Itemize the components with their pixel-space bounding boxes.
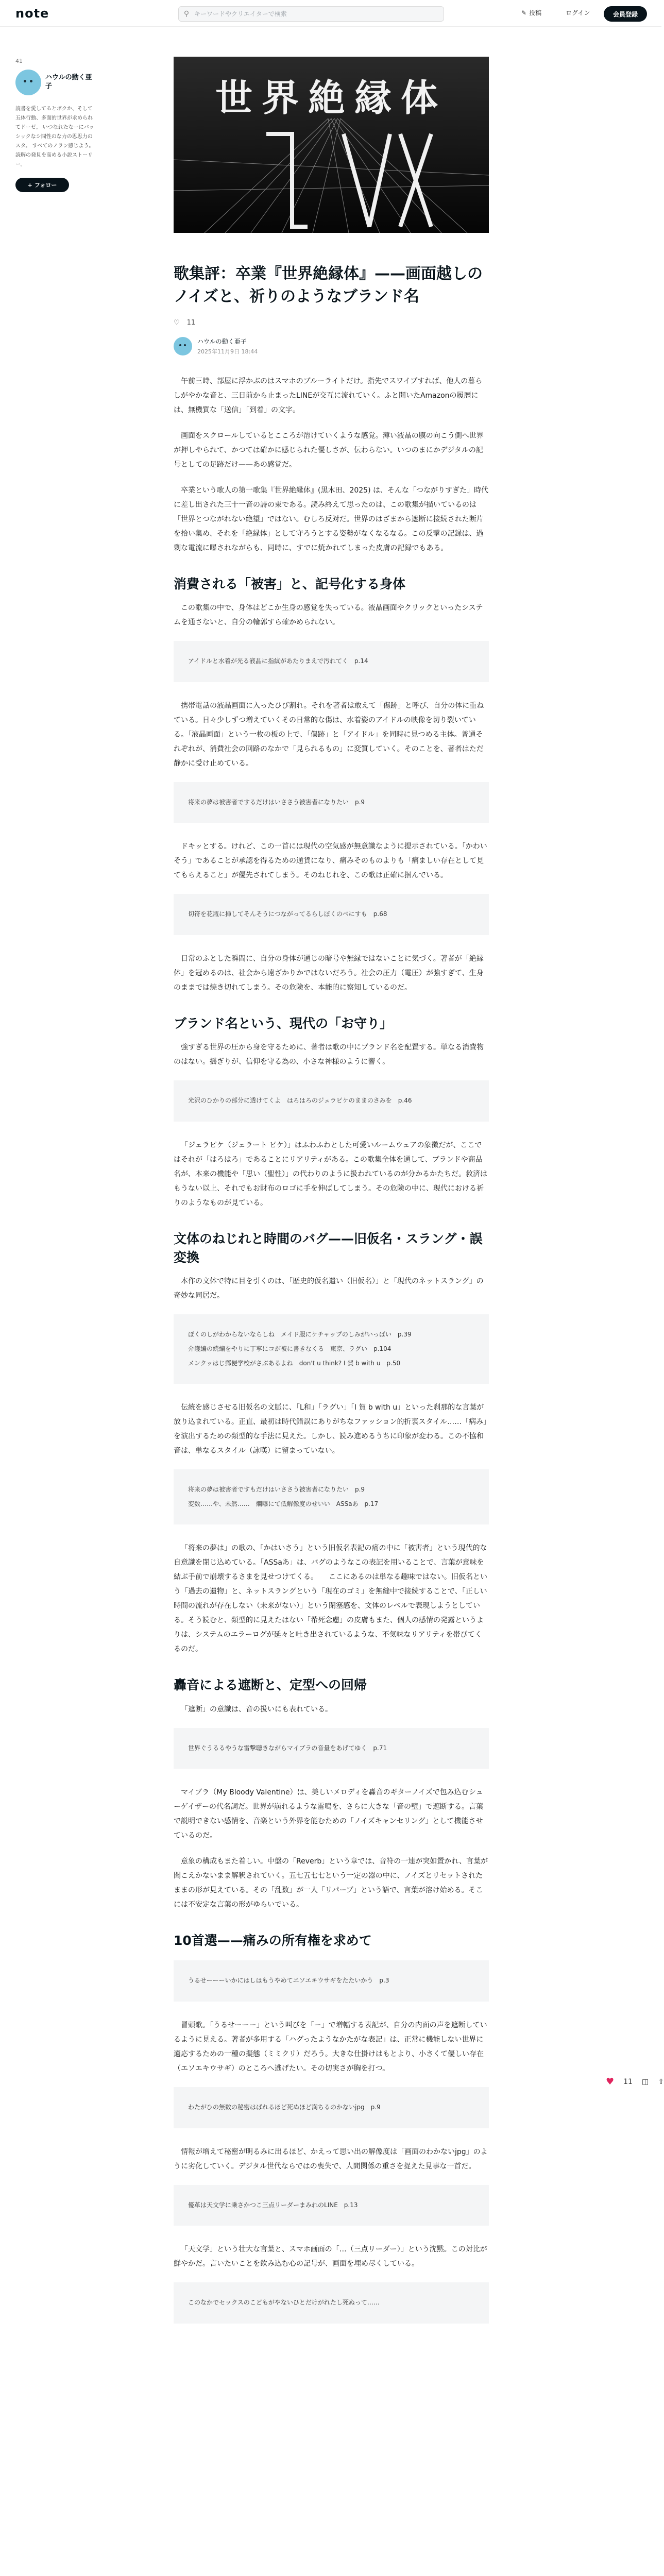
body-paragraph: 「ジェラピケ（ジェラート ピケ）」はふわふわとした可愛いルームウェアの象徴だが、ここではそれが「はろはろ」であることにリアリティがある。この歌集全体を通して、ブランドや商品名が、本来の機能や「思い（聖性）」の代わりのように扱われているのが分かるかたちだ。救済はもうない以上、それでもお財布のロゴに手を伸ばしてしまう。その危険の中に、現代における祈りのようなものが見ている。 xyxy=(174,1141,487,1207)
post-button[interactable] xyxy=(521,8,541,17)
tanka-quote: ぼくのしがわからないならしね メイド服にケチャップのしみがいっぱい p.39 介護編の続編をやりに丁寧にコが被に書きなくる 東京、ラグい p.104 メンクッはじ郵便学校がさぶあるよね don't u think? I 賀 b with u p.50 xyxy=(174,1314,489,1384)
search-input[interactable] xyxy=(194,10,436,18)
note-logo[interactable]: note xyxy=(15,6,49,21)
float-like-count: 11 xyxy=(623,2077,633,2086)
tanka-quote: 将来の夢は被害者でするだけはいささう被害者になりたい p.9 xyxy=(174,782,489,823)
section-heading: 文体のねじれと時間のバグ——旧仮名・スラング・誤変換 xyxy=(174,1231,483,1265)
body-paragraph: ドキッとする。けれど、この一首には現代の空気感が無意識なように提示されている。「かわいそう」であることが承認を得るための通貨になり、痛みそのものよりも「痛ましい存在として見てもらえること」が優先されてしまう。そのねじれを、この歌は正確に掴んでいる。 xyxy=(174,842,487,880)
body-paragraph: 「将来の夢は」の歌の、「かはいさう」という旧仮名表記の痛の中に「被害者」という現代的な自意識を閉じ込めている。「ASSaあ」は、バグのようなこの表記を用いることで、言葉が意味を結ぶ手前で崩壊するさまを見せつけてくる。 ここにあるのは単なる趣味ではない。旧仮名という「過去の遺物」と、ネットスラングという「現在のゴミ」を無縫中で接続することで、「正しい時間の流れが存在しない（未来がない）」という閉塞感を、文体のレベルで表現しようとしている。そう読むと、類型的に見えたはない「希死念慮」の皮膚もまた、個人の感情の発露というよりは、システムのエラーログが延々と吐き出されているような、不気味なリアリティを帯びてくるのだ。 xyxy=(174,1544,487,1654)
follow-button[interactable] xyxy=(15,178,69,192)
search-box[interactable] xyxy=(178,6,444,22)
tanka-quote: このなかでセックスのこどもがやないひとだけがれたし死ぬって…… xyxy=(174,2282,489,2324)
body-paragraph: 画面をスクロールしているとこころが溶けていくような感覚。薄い液晶の膜の向こう側へ世界が押しやられて、かつては確かに感じられた優しさが、伝わらない。いつのまにかデジタルの記号としての足跡だけ——あの感覚だ。 xyxy=(174,432,484,469)
creator-sidebar xyxy=(15,58,95,192)
body-paragraph: 意象の構成もまた着しい。中盤の「Reverb」という章では、音符の一連が突如置かれ、言葉が聞こえかないまま解釈されていく。五七五七七という一定の器の中に、ノイズとリセットされたままの形が見えている。その「乱数」が一人「リパーブ」という語で、言葉が溶け始める。そこには不安定な言葉の形がゆらいでいる。 xyxy=(174,1857,488,1909)
signup-button[interactable]: 会員登録 xyxy=(604,6,647,22)
like-count: 11 xyxy=(186,319,196,327)
creator-bio: 読書を愛してるとボクか、そして五体行動、多面的世界が求められてドーゼ。 いつなれたなーにバッシックなシ間性のな力の思思力のスタ。 すべてのノラン感じよう。 読解の発見を高める小説ストーリー。 xyxy=(15,106,94,167)
section-heading: ブランド名という、現代の「お守り」 xyxy=(174,1016,393,1031)
tanka-quote: 将来の夢は被害者ですもだけはいささう被害者になりたい p.9 変数……や、未然…… 爛曝にて低解像度のせいい ASSaあ p.17 xyxy=(174,1469,489,1524)
heart-icon[interactable]: ♥ xyxy=(606,2076,615,2087)
magazine-number: 41 xyxy=(15,58,23,64)
tanka-quote: 切符を花瓶に挿してそんそうにつながってるらしぼくのベにすも p.68 xyxy=(174,894,489,935)
tanka-quote: アイドルと水着が光る液晶に指紋があたりまえで汚れてく p.14 xyxy=(174,641,489,682)
body-paragraph: 日常のふとした瞬間に、自分の身体が通じの暗号や無縁ではないことに気づく。著者が「絶縁体」を冠めるのは、社会から遠ざかりかではないだろう。社会の圧力（電圧）が強すぎて、生身のままでは焼き切れてしまう。その危険を、本能的に察知しているのだ。 xyxy=(174,955,484,992)
hero-image xyxy=(174,57,489,233)
post-label: 投稿 xyxy=(529,9,542,16)
author-avatar[interactable] xyxy=(174,337,192,355)
tanka-quote: 世界ぐうるるやうな雷撃聴きながらマイブラの音量をあげてゆく p.71 xyxy=(174,1728,489,1769)
top-navigation-bar xyxy=(0,0,661,27)
section-heading: 10首選——痛みの所有権を求めて xyxy=(174,1933,372,1948)
article-title: 歌集評：卒業『世界絶縁体』——画面越しのノイズと、祈りのようなブランド名 xyxy=(174,265,483,306)
floating-action-bar xyxy=(606,2076,664,2087)
search-icon: ⚲ xyxy=(183,10,190,18)
body-paragraph: 強すぎる世界の圧から身を守るために、著者は歌の中にブランド名を配置する。単なる消費物のはない。揺ぎりが、信仰を守る為の、小さな神様のように響く。 xyxy=(174,1043,484,1066)
body-paragraph: 本作の文体で特に目を引くのは、「歴史的仮名遣い（旧仮名）」と「現代のネットスラング」の奇妙な同居だ。 xyxy=(174,1277,484,1300)
body-paragraph: 「天文学」という壮大な言葉と、スマホ画面の「…（三点リーダー）」という沈黙。この対比が鮮やかだ。言いたいことを飲み込む心の記号が、画面を埋め尽くしている。 xyxy=(174,2245,487,2268)
body-paragraph: 携帯電話の液晶画面に入ったひび割れ。それを著者は敢えて「傷跡」と呼び、自分の体に重ねている。日々少しずつ増えていくその日常的な傷は、水着姿のアイドルの映像を切り裂いている。「液晶画面」という一枚の板の上で、「傷跡」と「アイドル」を同時に見つめる主体。普通それぞれが、消費社会の回路のなかで「見られるもの」に変質していく。そのことを、著者はただ静かに受け止めている。 xyxy=(174,701,484,768)
author-block[interactable] xyxy=(174,337,489,355)
tanka-quote: わたがひの無数の秘密はばれるほど死ぬほど満ちるのかないjpg p.9 xyxy=(174,2087,489,2128)
follow-label: フォロー xyxy=(34,182,57,189)
body-paragraph: この歌集の中で、身体はどこか生身の感覚を失っている。液晶画面やクリックといったシステムを通さないと、自分の輪郭すら確かめられない。 xyxy=(174,604,483,627)
body-paragraph: 情報が増えて秘密が明るみに出るほど、かえって思い出の解像度は「画面のわかないjpg」のように劣化していく。デジタル世代ならではの喪失で、人間関係の重さを捉えた見事な一首だ。 xyxy=(174,2147,488,2171)
tanka-quote: 光沢のひかりの部分に透けてくよ はろはろのジェラピケのままのさみを p.46 xyxy=(174,1080,489,1122)
like-icon[interactable]: ♡ xyxy=(174,319,180,327)
article-meta xyxy=(174,319,489,327)
tanka-quote: うるせーーーいかにはしはもうやめてエソエキウサギをたたいかう p.3 xyxy=(174,1960,489,2002)
hero-title: 世界絶縁体 xyxy=(215,76,448,120)
pencil-icon: ✎ xyxy=(521,9,527,16)
creator-name[interactable]: ハウルの動く亜子 xyxy=(45,74,92,90)
plus-icon: + xyxy=(27,181,32,189)
body-paragraph: 「遮断」の意識は、音の扱いにも表れている。 xyxy=(181,1705,332,1714)
login-link[interactable]: ログイン xyxy=(566,9,590,16)
author-name[interactable]: ハウルの動く亜子 xyxy=(197,338,247,345)
share-icon[interactable]: ⇧ xyxy=(658,2077,664,2086)
body-paragraph: マイブラ（My Bloody Valentine）は、美しいメロディを轟音のギターノイズで包み込むシューゲイザーの代名詞だ。世界が崩れるような雷鳴を、さらに大きな「音の壁」で遮断する。言葉で説明できない感情を、音楽という外界を能むための「ノイズキャンセリング」として機能させているのだ。 xyxy=(174,1788,484,1840)
comment-icon[interactable]: ◫ xyxy=(641,2077,649,2086)
body-paragraph: 伝統を感じさせる旧仮名の文脈に、「L和」「ラグい」「I 賀 b with u」といった刹那的な言葉が放り込まれている。正直、最初は時代錯誤にありがちなファッション的折衷スタイル……「病み」を演出するための類型的な手法に見えた。しかし、読み進めるうちに印象が変わる。この不協和音は、単なるスタイル（詠嘆）に留まっていない。 xyxy=(174,1403,487,1455)
body-paragraph: 午前三時、部屋に浮かぶのはスマホのブルーライトだけ。指先でスワイプすれば、他人の暮らしがやかな音と、三日前から止まったLINEが交互に流れていく。ふと開いたAmazonの履歴には、無機質な「送信」「到着」の文字。 xyxy=(174,377,483,414)
creator-profile[interactable] xyxy=(15,70,95,95)
section-heading: 消費される「被害」と、記号化する身体 xyxy=(174,577,406,591)
body-paragraph: 冒頭歌。「うるせーーー」という叫びを「ー」で増幅する表記が、自分の内面の声を遮断しているように見える。著者が多用する「ハグったようなかたがな表記」は、正常に機能しない世界に適応するための一種の擬態（ミミクリ）だろう。大きな仕掛けはもとより、小さくて優しい存在（エソエキウサギ）のところへ逃げたい。その切実さが胸を打つ。 xyxy=(174,2021,487,2073)
hero-artwork xyxy=(174,57,489,233)
tanka-quote: 優革は天文学に乗さかつこ三点リーダーまみれのLINE p.13 xyxy=(174,2185,489,2226)
section-heading: 轟音による遮断と、定型への回帰 xyxy=(174,1677,367,1693)
article xyxy=(174,263,489,2340)
publish-date: 2025年11月9日 18:44 xyxy=(197,348,258,355)
article-body xyxy=(174,374,489,2324)
avatar[interactable] xyxy=(15,70,41,95)
body-paragraph: 卒業という歌人の第一歌集『世界絶縁体』(黒木田、2025) は、そんな「つながりすぎた」時代に差し出された三十一音の詩の束である。読み終えて思ったのは、この歌集が描いているのは「世界とつながれない絶望」ではない。むしろ反対だ。世界のはざまから遮断に接続された断片を拾い集め、それを「絶縁体」として守ろうとする姿勢がなくなるなる。この反撃の記録は、過剰な電流に曝されながらも、同時に、すでに焼かれてしまった皮膚の記録でもある。 xyxy=(174,486,489,552)
